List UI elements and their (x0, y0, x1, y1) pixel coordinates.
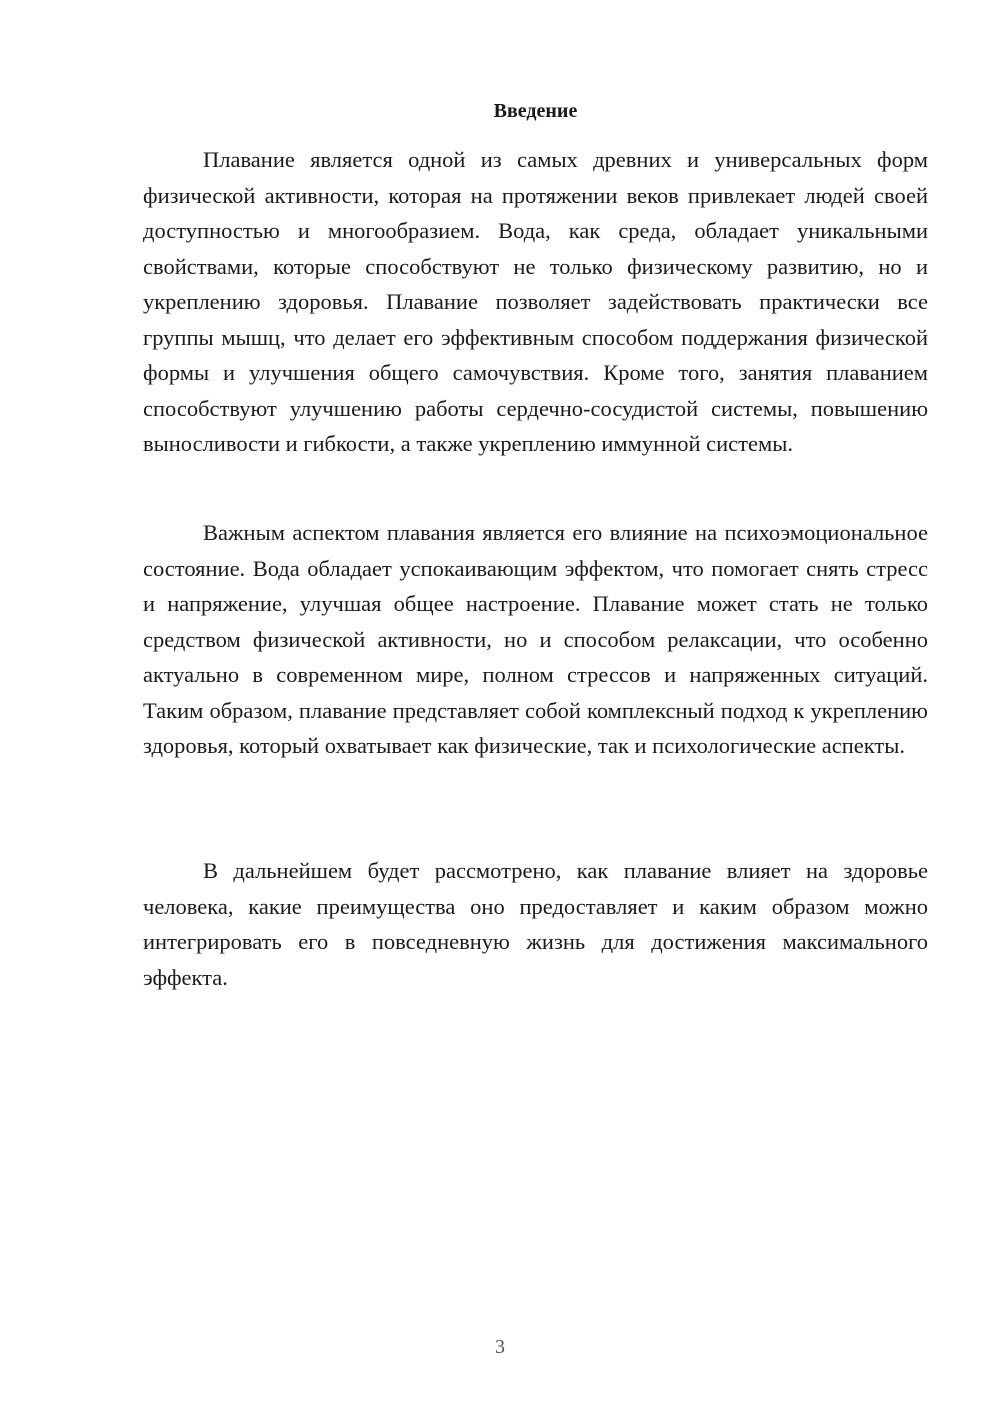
section-heading: Введение (493, 100, 578, 122)
page-number: 3 (495, 1336, 505, 1358)
paragraph-outline: В дальнейшем будет рассмотрено, как плавание влияет на здоровье человека, какие преимущества оно предоставляет и каким образом можно интегрировать его в повседневную жизнь для достижения максимального эффекта. (143, 858, 928, 990)
paragraph-psychological: Важным аспектом плавания является его влияние на психоэмоциональное состояние. Вода обладает успокаивающим эффектом, что помогает снять стресс и напряжение, улучшая общее настроение. Плавание может стать не только средством физической активности, но и способом релаксации, что особенно актуально в современном мире, полном стрессов и напряженных ситуаций. Таким образом, плавание представляет собой комплексный подход к укреплению здоровья, который охватывает как физические, так и психологические аспекты. (143, 520, 928, 758)
paragraph-intro: Плавание является одной из самых древних и универсальных форм физической активности, которая на протяжении веков привлекает людей своей доступностью и многообразием. Вода, как среда, обладает уникальными свойствами, которые способствуют не только физическому развитию, но и укреплению здоровья. Плавание позволяет задействовать практически все группы мышц, что делает его эффективным способом поддержания физической формы и улучшения общего самочувствия. Кроме того, занятия плаванием способствуют улучшению работы сердечно-сосудистой системы, повышению выносливости и гибкости, а также укреплению иммунной системы. (143, 147, 928, 456)
